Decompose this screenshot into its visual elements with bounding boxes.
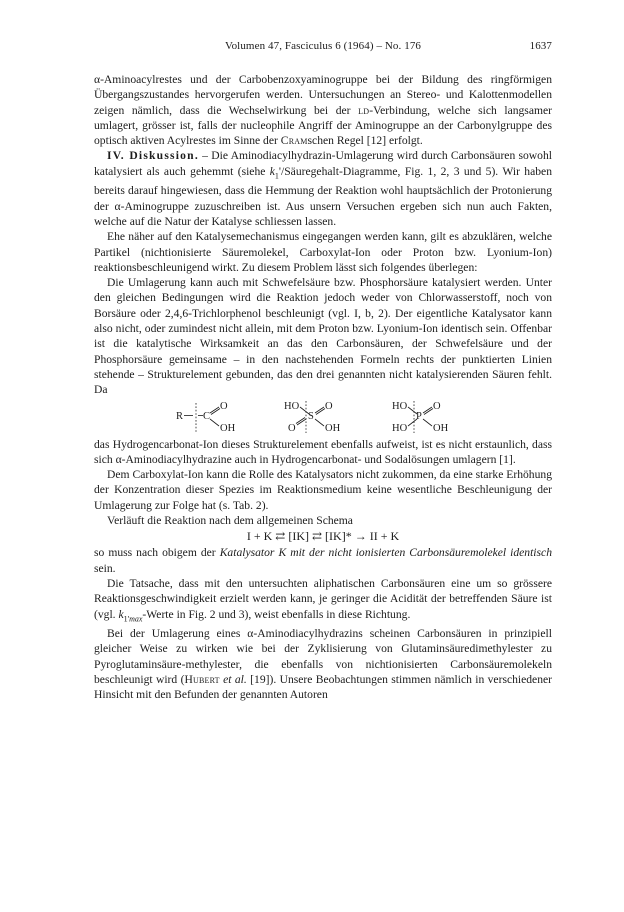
paragraph-text: Ehe näher auf den Katalysemechanismus eingegangen werden kann, gilt es abzuklären, welche Partikel (nichtionisierte Säuremolekel, Carboxylat-Ion oder Proton bzw. Lyonium-Ion) reaktionsbeschleunigend wirkt. Zu diesem Problem lässt sich folgendes überlegen: (94, 230, 552, 274)
running-header (94, 40, 552, 58)
paragraph-text: -Werte in Fig. 2 und 3), weist ebenfalls in diese Richtung. (142, 607, 411, 621)
paragraph-text: Die Tatsache, dass mit den untersuchten aliphatischen Carbonsäuren eine um so grössere Reaktionsgeschwindigkeit erzielt werden kann, je geringer die Acidität der betreffenden Säure ist (vgl. (94, 576, 552, 621)
author-hubert: Hubert (184, 673, 220, 687)
c-atom: C (203, 410, 211, 422)
emphasis-text: Katalysator K mit der nicht ionisierten Carbonsäuremolekel identisch (219, 546, 552, 560)
paragraph-text: schen Regel [12] erfolgt. (307, 134, 423, 148)
r-atom: R (176, 410, 184, 422)
paragraph-text: '/Säuregehalt-Diagramme, Fig. 1, 2, 3 und 5). Wir haben bereits darauf hingewiesen, dass die Hemmung der Reaktion wohl hauptsächlich der Protonierung der α-Aminogruppe zuzuschreiben ist. Aus unsern Versuchen ergeben sich nun auch Fakten, welche auf die Natur der Katalyse schliessen lassen. (94, 164, 552, 228)
paragraph-2 (94, 148, 552, 229)
carboxylic-acid-formula (176, 400, 256, 434)
reaction-scheme: I + K ⇄ [IK] ⇄ [IK]* → II + K (246, 529, 400, 544)
et-al: et al. (223, 673, 247, 687)
o-atom: O (220, 400, 228, 412)
paragraph-text: das Hydrogencarbonat-Ion dieses Strukturelement ebenfalls aufweist, ist es nicht erstaunlich, dass sich α-Aminodiacylhydrazine auch in Hydrogencarbonat- und Sodalösungen umlagern [1]. (94, 437, 552, 466)
paragraph-text: α-Aminoacylrestes und der Carbobenzoxyaminogruppe bei der Bildung des ringförmigen Übergangszustandes hervorgerufen werden. Untersuchungen an Stereo- und Kalottenmodellen zeigen nämlich, dass die Wechselwirkung bei der (94, 73, 552, 117)
ld-label: ld (358, 103, 370, 117)
rate-max-label: max (129, 613, 143, 623)
oh-group: OH (325, 422, 341, 434)
author-cram: Cram (280, 134, 308, 148)
o-atom: O (433, 400, 441, 412)
ho-group: HO (392, 400, 408, 412)
paragraph-text: Dem Carboxylat-Ion kann die Rolle des Katalysators nicht zukommen, da eine starke Erhöhung der Konzentration dieser Spezies im Reaktionsmedium keine wesentliche Beschleunigung der Umlagerung zur Folge hat (s. Tab. 2). (94, 468, 552, 512)
s-atom: S (308, 410, 314, 422)
paragraph-text: Verläuft die Reaktion nach dem allgemeinen Schema (107, 514, 353, 528)
paragraph-6 (94, 467, 552, 513)
paragraph-text: sein. (94, 561, 116, 575)
paragraph-text: Bei der Umlagerung eines α-Aminodiacylhydrazins scheinen Carbonsäuren in prinzipiell gleicher Weise zu wirken wie bei der Zyklisierung von Glutaminsäuredimethylester zu Pyroglutaminsäure-methylester, die ebenfalls von nichtionisierten Carbonsäuremolekeln beschleunigt wird ( (94, 627, 552, 687)
rate-subscript: 1 (274, 171, 279, 181)
page-number: 1637 (529, 40, 552, 52)
paragraph-text: – Die Aminodiacylhydrazin-Umlagerung wird durch Carbonsäuren sowohl katalysiert als auch gehemmt (siehe (94, 149, 552, 178)
p-atom: P (416, 410, 422, 422)
oh-group: OH (433, 422, 449, 434)
paragraph-9 (94, 576, 552, 626)
journal-page (94, 40, 552, 703)
structure-formulas (94, 400, 552, 434)
paragraph-1 (94, 72, 552, 148)
paragraph-10 (94, 626, 552, 702)
phosphoric-acid-formula (392, 400, 482, 434)
paragraph-text: -Verbindung, welche sich langsamer umlagert, grösser ist, falls der nucleophile Angriff der Aminogruppe an der Carbonylgruppe des optisch aktiven Acylrestes im Sinne der (94, 103, 552, 148)
rate-symbol: k (269, 164, 275, 178)
o-atom: O (288, 422, 296, 434)
journal-reference: Volumen 47, Fasciculus 6 (1964) – No. 176 (224, 40, 422, 52)
ho-group: HO (284, 400, 300, 412)
o-atom: O (325, 400, 333, 412)
section-heading: IV. Diskussion. (107, 149, 199, 163)
oh-group: OH (220, 422, 236, 434)
rate-symbol: k (118, 607, 124, 621)
sulfuric-acid-formula (284, 400, 374, 434)
paragraph-text: [19]). Unsere Beobachtungen stimmen nämlich in verschiedener Hinsicht mit den Befunden der genannten Autoren (94, 673, 553, 702)
paragraph-7 (94, 513, 552, 528)
paragraph-8 (94, 545, 552, 576)
body-text (94, 72, 552, 703)
ho-group: HO (392, 422, 408, 434)
rate-subscript: 1'max (123, 613, 143, 623)
paragraph-4 (94, 275, 552, 397)
paragraph-text: so muss nach obigem der (94, 546, 220, 560)
rate-subscript-index: 1 (123, 613, 128, 623)
paragraph-3 (94, 229, 552, 275)
paragraph-5 (94, 437, 552, 468)
paragraph-text: Die Umlagerung kann auch mit Schwefelsäure bzw. Phosphorsäure katalysiert werden. Unter den gleichen Bedingungen wird die Reaktion jedoch weder von Chlorwasserstoff, noch von Borsäure oder 2,4,6-Trichlorphenol beschleunigt (vgl. I, b, 2). Der eigentliche Katalysator kann also nicht, oder zumindest nicht allein, mit dem Proton bzw. Lyonium-Ion identisch sein. Offenbar ist die katalytische Wirksamkeit an das den Carbonsäuren, der Schwefelsäure und der Phosphorsäure gemeinsame – in den nachstehenden Formeln rechts der punktierten Linien stehende – Strukturelement gebunden, das den drei genannten nicht katalysierenden Säuren fehlt. Da (94, 276, 552, 397)
